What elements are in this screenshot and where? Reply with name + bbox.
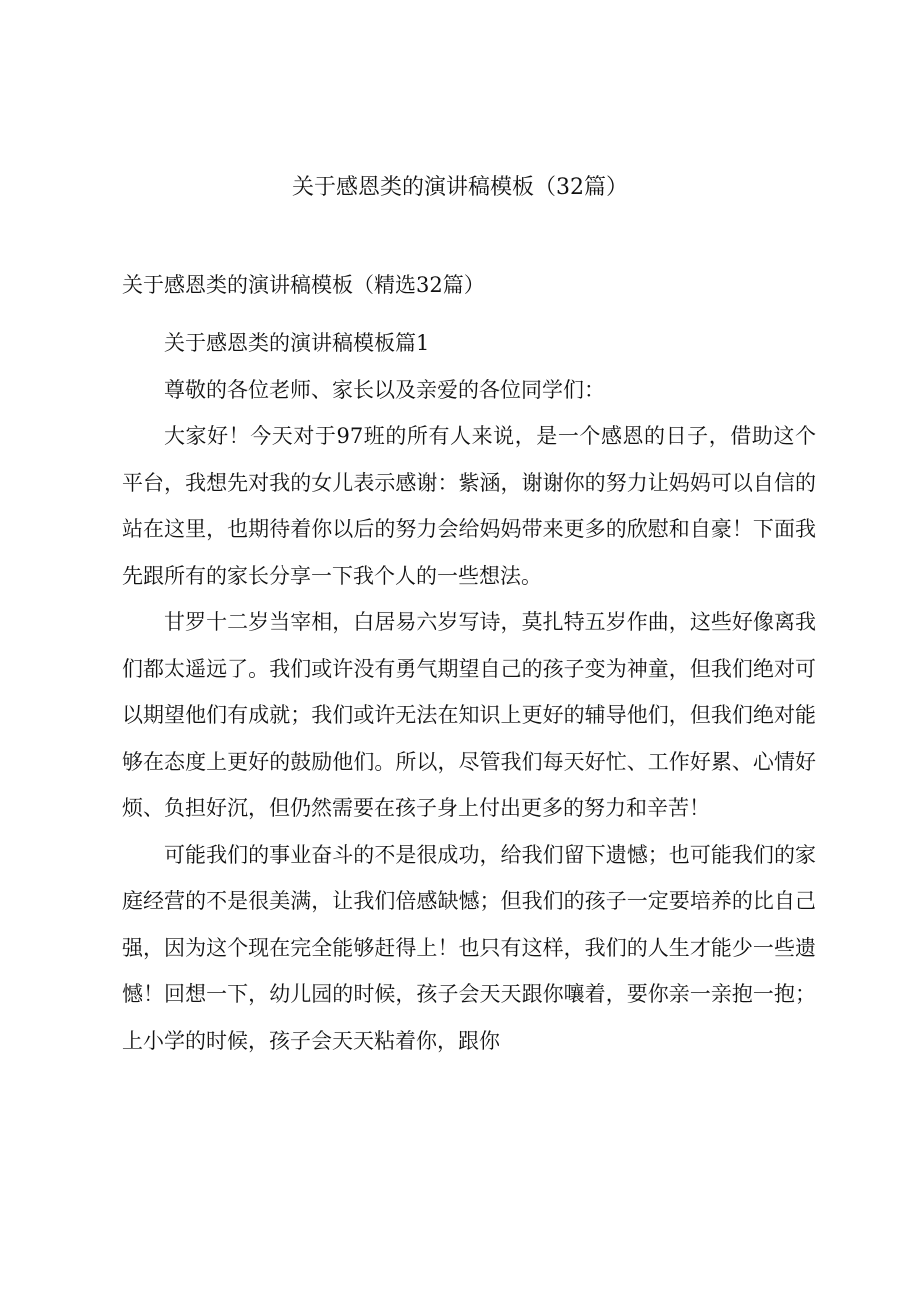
salutation: 尊敬的各位老师、家长以及亲爱的各位同学们： <box>164 377 605 402</box>
section-heading: 关于感恩类的演讲稿模板篇1 <box>164 331 430 355</box>
body-paragraph-1: 大家好！今天对于97班的所有人来说，是一个感恩的日子，借助这个平台，我想先对我的女儿表示感谢：紫涵，谢谢你的努力让妈妈可以自信的站在这里，也期待着你以后的努力会给妈妈带来更多的欣慰和自豪！下面我先跟所有的家长分享一下我个人的一些想法。 <box>122 424 816 588</box>
document-title: 关于感恩类的演讲稿模板（32篇） <box>292 175 628 200</box>
body-paragraph-2: 甘罗十二岁当宰相，白居易六岁写诗，莫扎特五岁作曲，这些好像离我们都太遥远了。我们或许没有勇气期望自己的孩子变为神童，但我们绝对可以期望他们有成就；我们或许无法在知识上更好的辅导他们，但我们绝对能够在态度上更好的鼓励他们。所以，尽管我们每天好忙、工作好累、心情好烦、负担好沉，但仍然需要在孩子身上付出更多的努力和辛苦！ <box>122 610 816 820</box>
document-subtitle: 关于感恩类的演讲稿模板（精选32篇） <box>122 273 485 297</box>
body-paragraph-3: 可能我们的事业奋斗的不是很成功，给我们留下遗憾；也可能我们的家庭经营的不是很美满，让我们倍感缺憾；但我们的孩子一定要培养的比自己强，因为这个现在完全能够赶得上！也只有这样，我们的人生才能少一些遗憾！回想一下，幼儿园的时候，孩子会天天跟你嚷着，要你亲一亲抱一抱；上小学的时候，孩子会天天粘着你，跟你 <box>122 842 816 1053</box>
document-body <box>122 320 816 1064</box>
